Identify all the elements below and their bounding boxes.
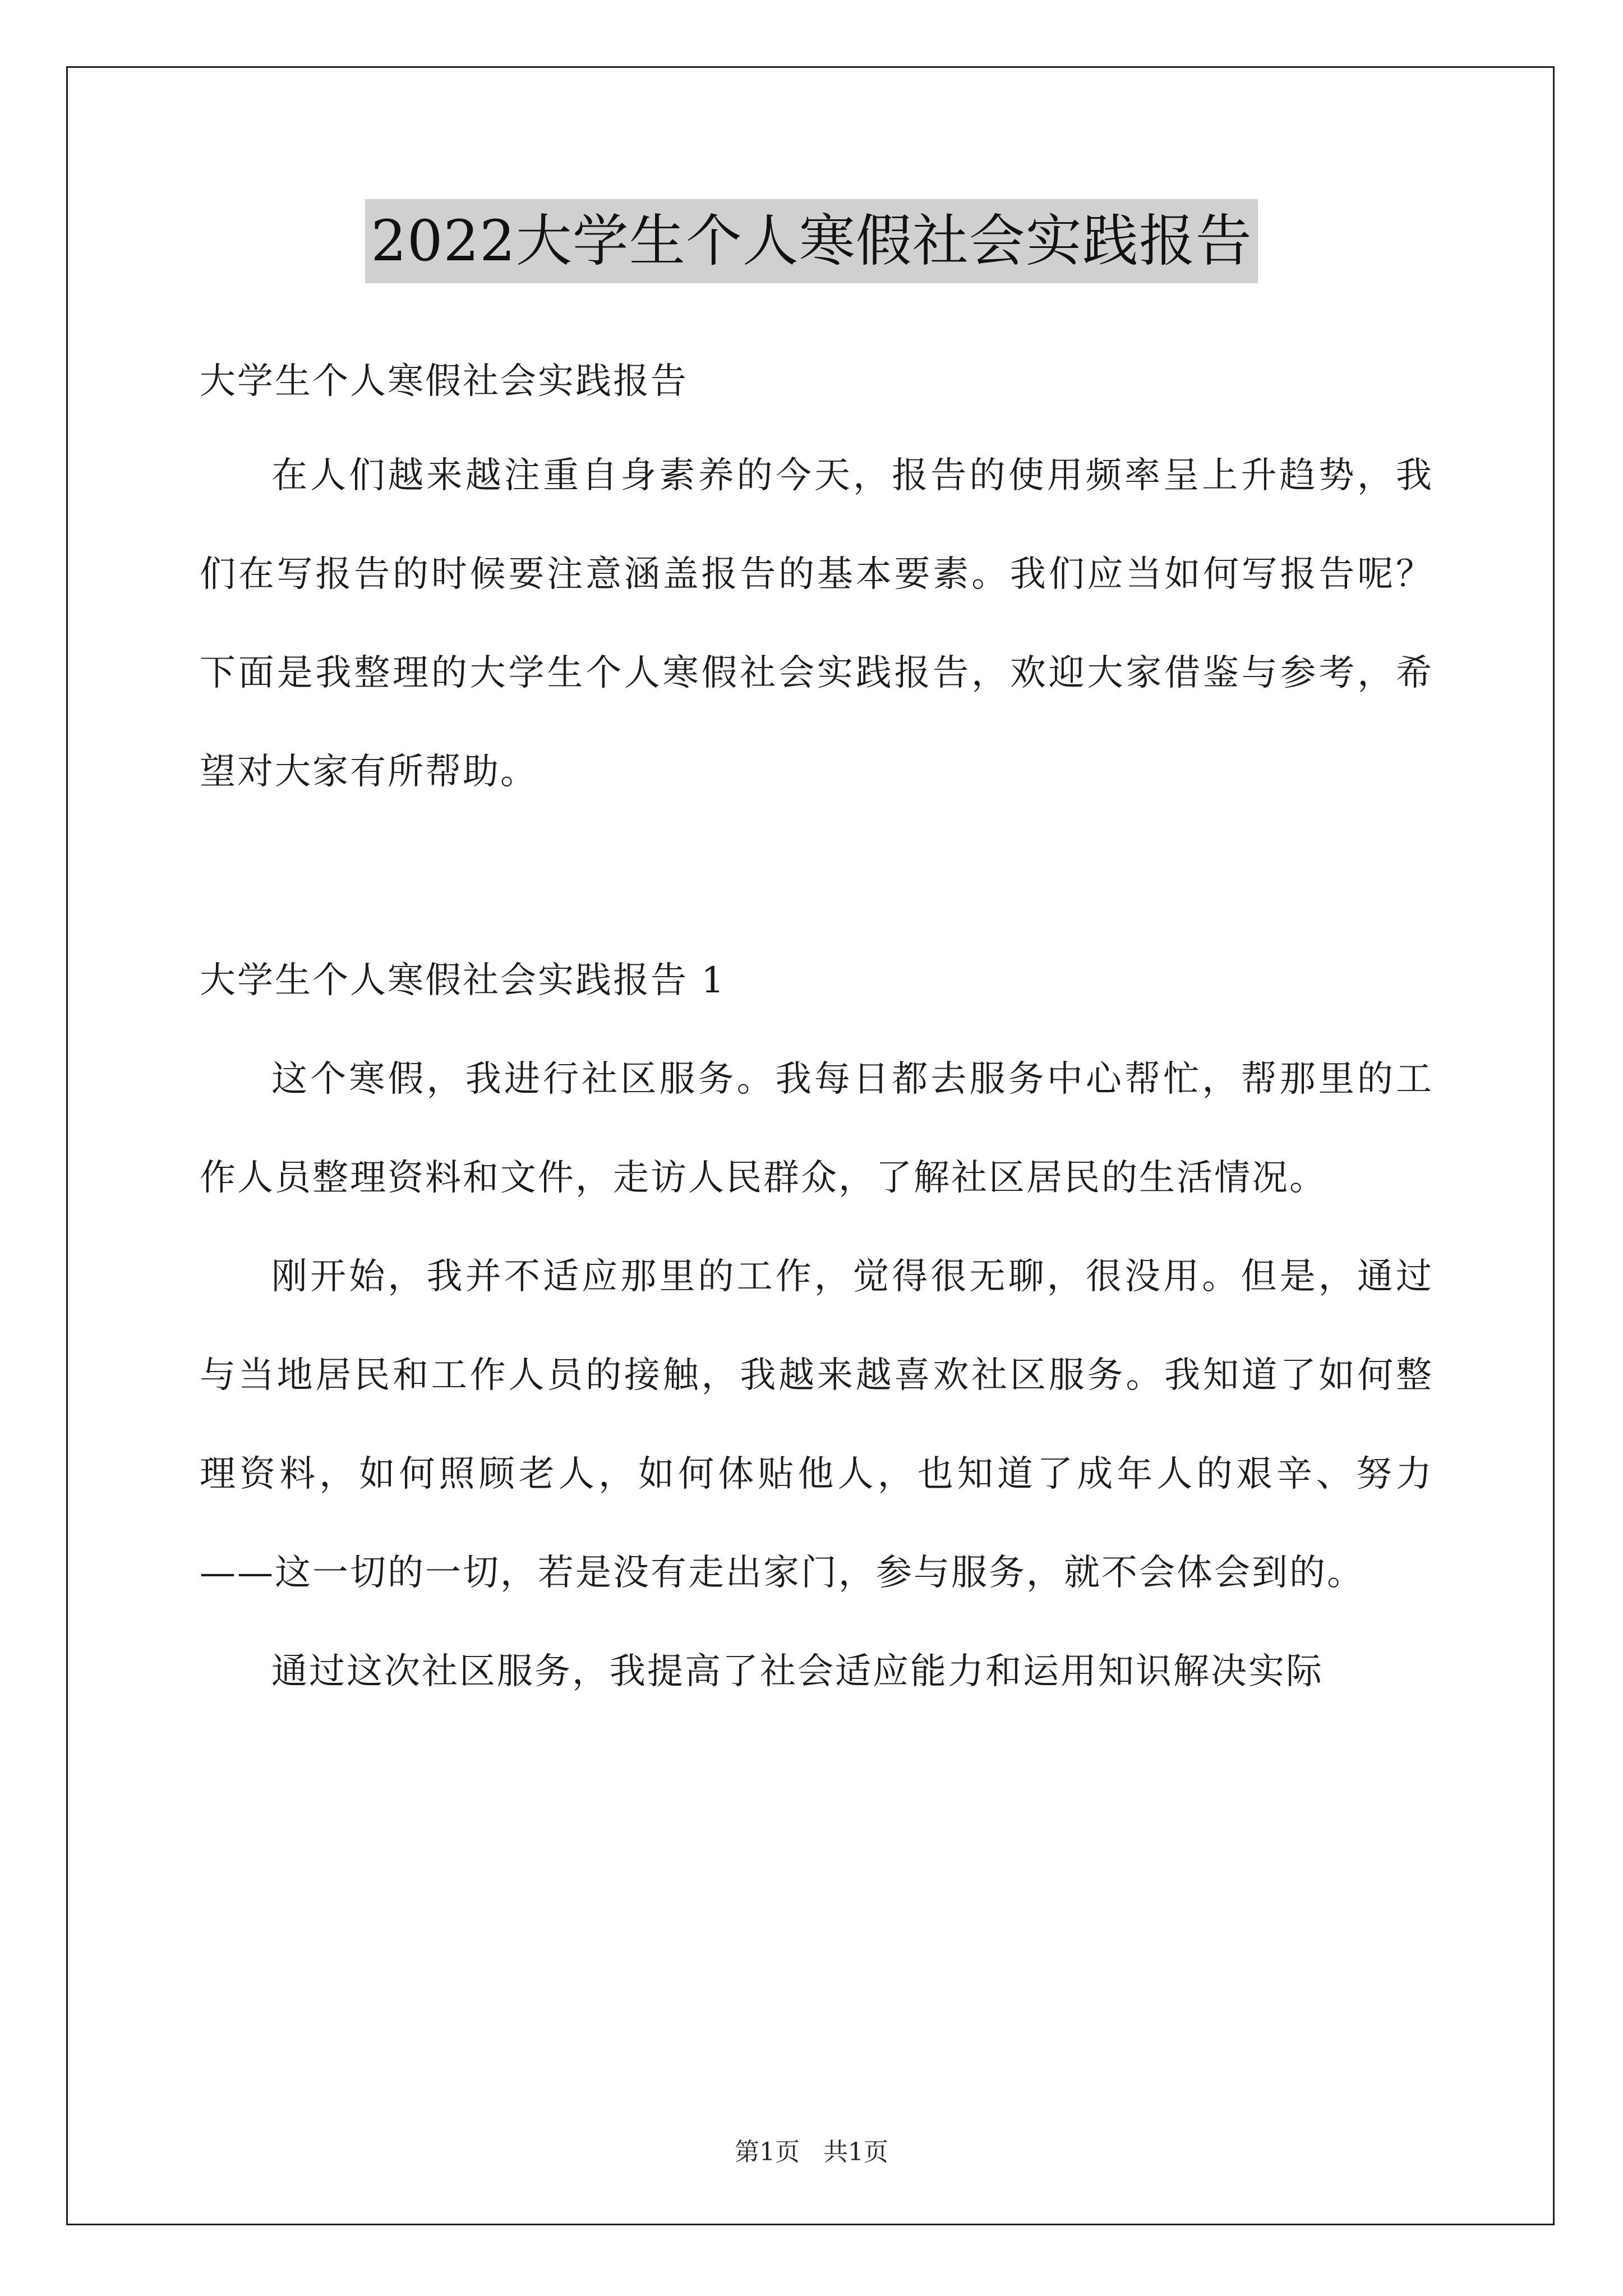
document-subtitle: 大学生个人寒假社会实践报告 [200,361,688,402]
body-paragraph-1: 这个寒假，我进行社区服务。我每日都去服务中心帮忙，帮那里的工作人员整理资料和文件，走访人民群众，了解社区居民的生活情况。 [200,1059,1433,1199]
section-spacer [200,821,1433,931]
body-paragraph-2: 刚开始，我并不适应那里的工作，觉得很无聊，很没用。但是，通过与当地居民和工作人员的接触，我越来越喜欢社区服务。我知道了如何整理资料，如何照顾老人，如何体贴他人，也知道了成年人的艰辛、努力——这一切的一切，若是没有走出家门，参与服务，就不会体会到的。 [200,1256,1433,1594]
page-footer: 第1页 共1页 [735,2138,888,2166]
body-paragraph-3: 通过这次社区服务，我提高了社会适应能力和运用知识解决实际 [271,1651,1324,1692]
title-container [0,199,1623,283]
document-body [200,337,1433,1721]
section-heading: 大学生个人寒假社会实践报告 1 [200,960,726,1001]
document-title: 2022大学生个人寒假社会实践报告 [365,199,1258,283]
intro-paragraph: 在人们越来越注重自身素养的今天，报告的使用频率呈上升趋势，我们在写报告的时候要注意涵盖报告的基本要素。我们应当如何写报告呢？下面是我整理的大学生个人寒假社会实践报告，欢迎大家借鉴与参考，希望对大家有所帮助。 [200,455,1433,793]
